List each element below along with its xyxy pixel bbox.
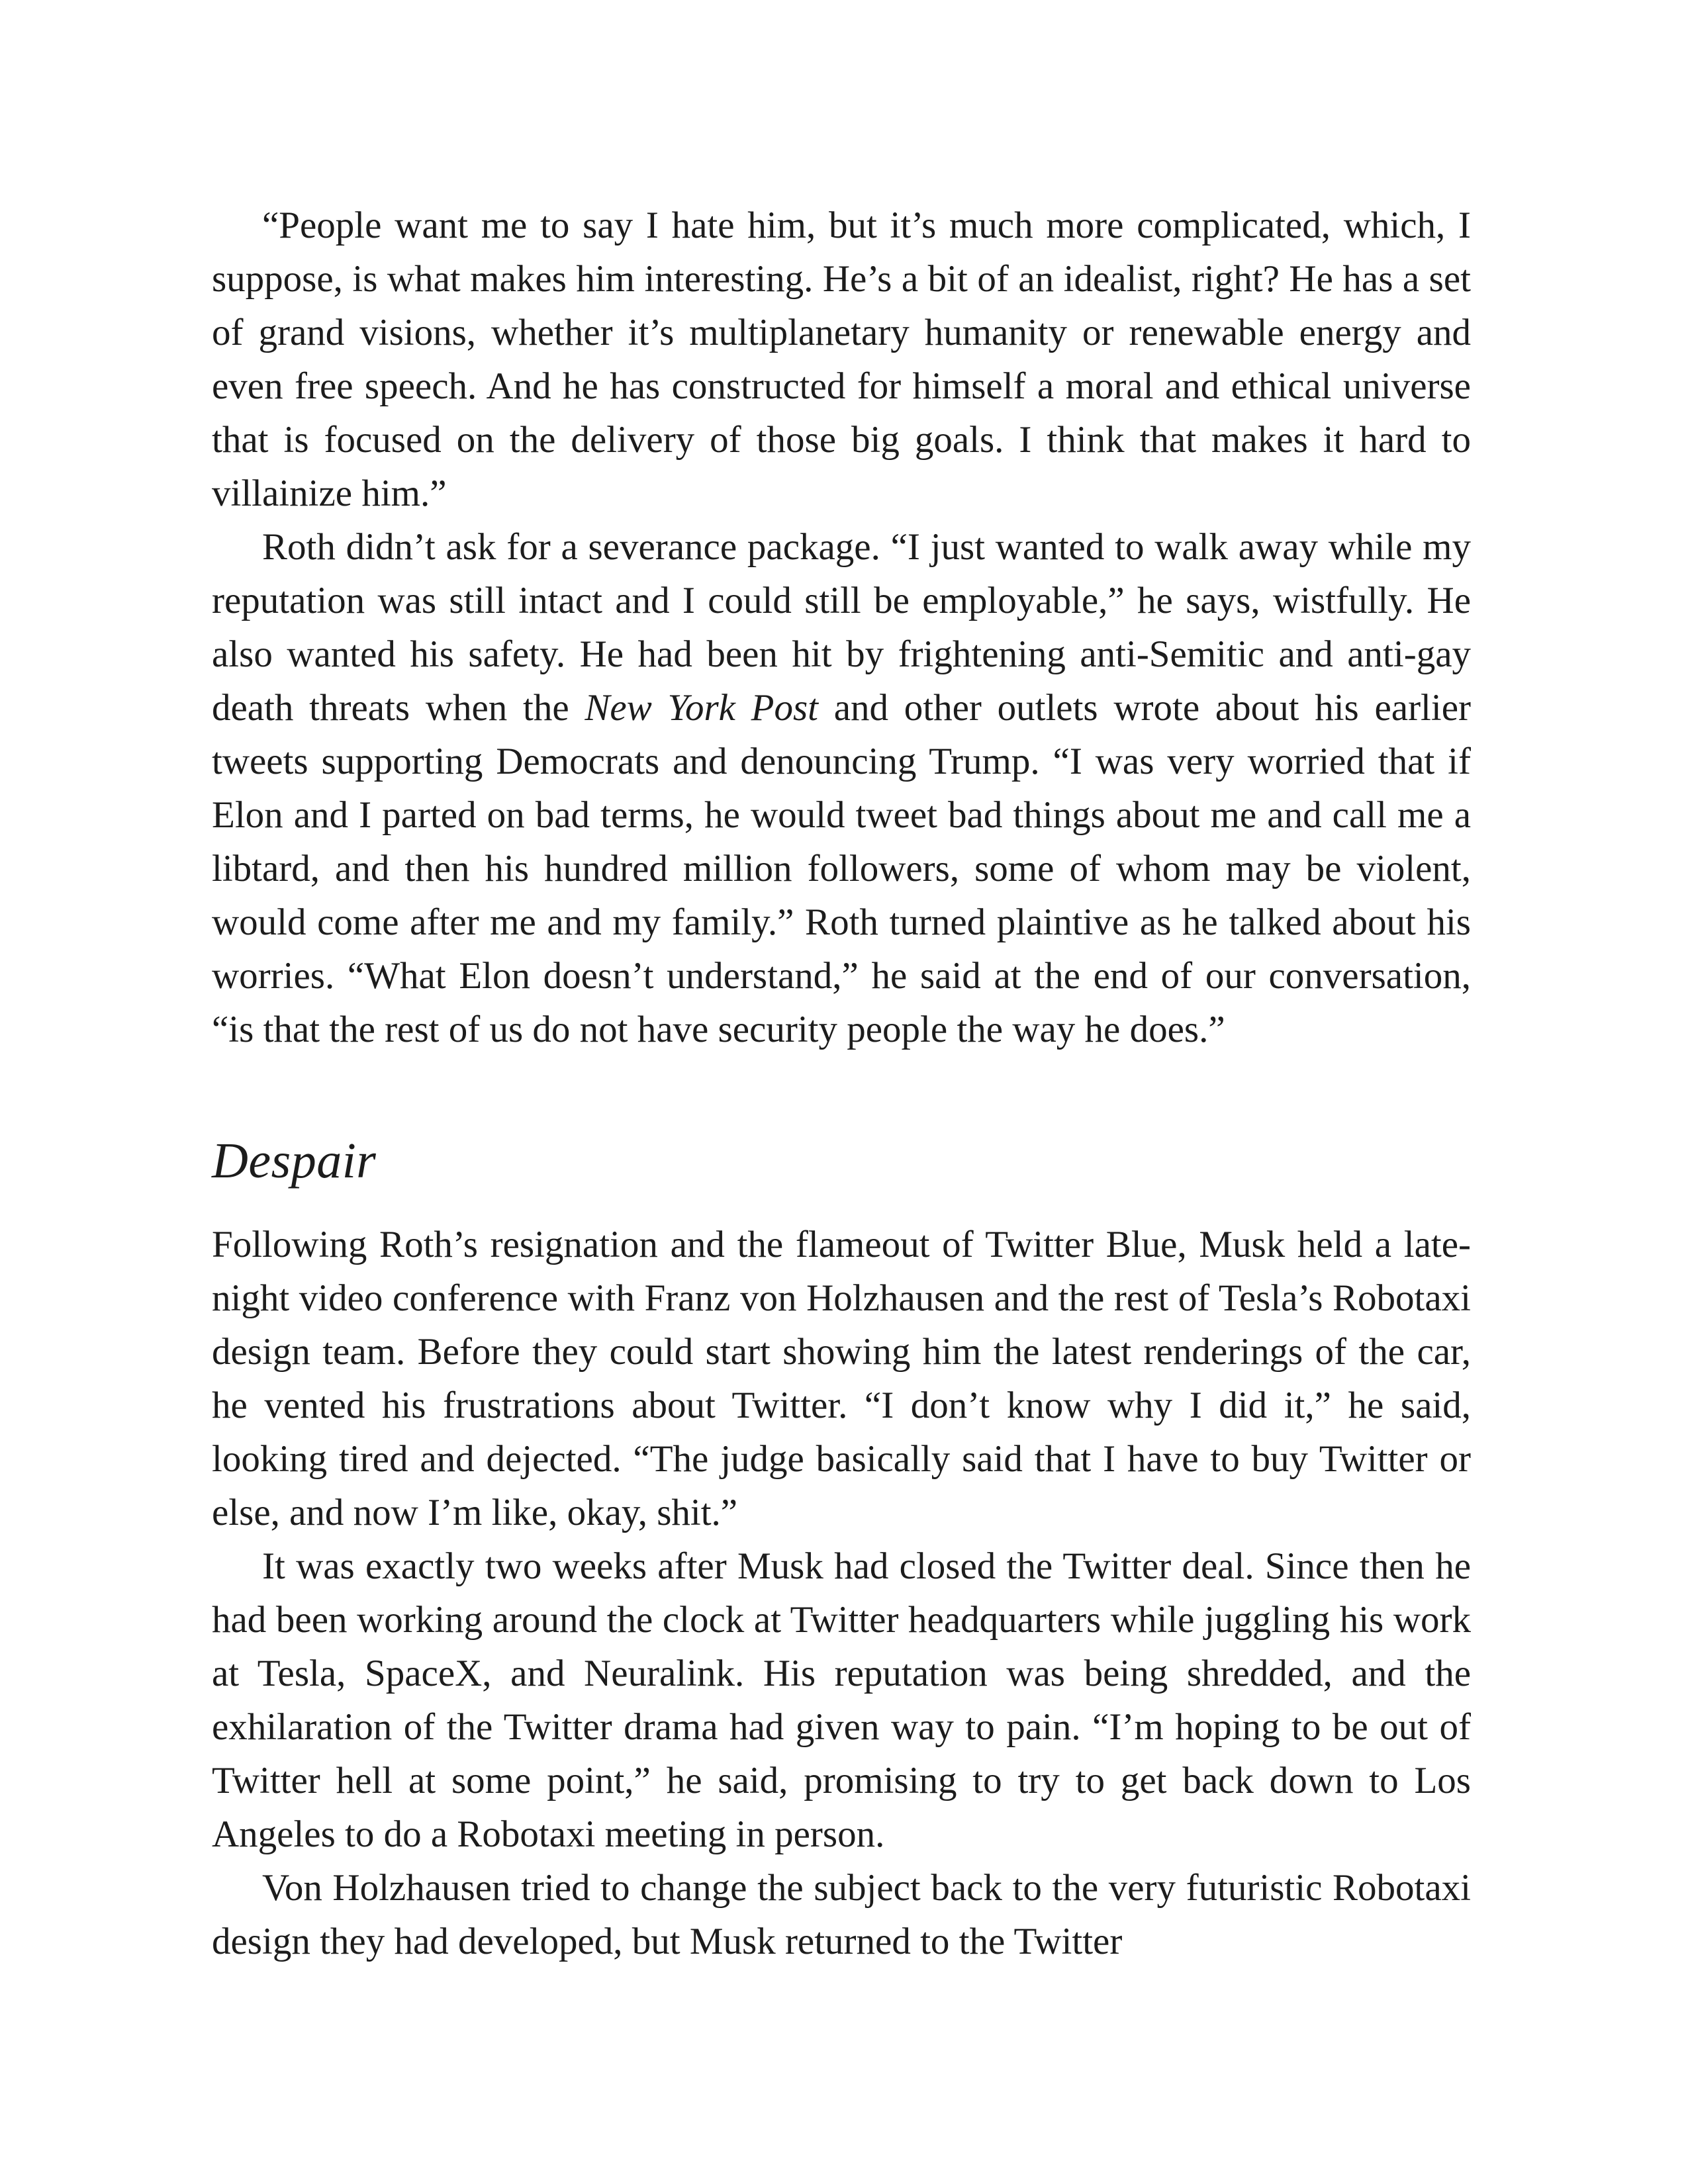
paragraph-text: and other outlets wrote about his earlier tweets supporting Democrats and denouncing Trump. “I was very worried that if Elon and I parted on bad terms, he would tweet bad things about me and call me a libtard, and then his hundred million followers, some of whom may be violent, would come after me and my family.” Roth turned plaintive as he talked about his worries. “What Elon doesn’t understand,” he said at the end of our conversation, “is that the rest of us do not have security people the way he does.” [212, 687, 1471, 1050]
paragraph-text: Following Roth’s resignation and the flameout of Twitter Blue, Musk held a late-night video conference with Franz von Holzhausen and the rest of Tesla’s Robotaxi design team. Before they could start showing him the latest renderings of the car, he vented his frustrations about Twitter. “I don’t know why I did it,” he said, looking tired and dejected. “The judge basically said that I have to buy Twitter or else, and now I’m like, okay, shit.” [212, 1224, 1471, 1533]
section-heading: Despair [212, 1133, 377, 1189]
paragraph-roth-resignation [212, 520, 1471, 1056]
paragraph-text: It was exactly two weeks after Musk had closed the Twitter deal. Since then he had been working around the clock at Twitter headquarters while juggling his work at Tesla, SpaceX, and Neuralink. His reputation was being shredded, and the exhilaration of the Twitter drama had given way to pain. “I’m hoping to be out of Twitter hell at some point,” he said, promising to try to get back down to Los Angeles to do a Robotaxi meeting in person. [212, 1545, 1471, 1855]
paragraph-video-conference [212, 1218, 1471, 1539]
paragraph-two-weeks [212, 1539, 1471, 1861]
paragraph-text: Von Holzhausen tried to change the subject back to the very futuristic Robotaxi design they had developed, but Musk returned to the Twitter [212, 1867, 1471, 1962]
publication-title: New York Post [585, 687, 818, 729]
book-page [212, 199, 1471, 1968]
paragraph-text: Roth didn’t ask for a severance package. “I just wanted to walk away while my reputation was still intact and I could still be employable,” he says, wistfully. He also wanted his safety. He had been hit by frightening anti-Semitic and anti-gay death threats when the [212, 526, 1471, 729]
paragraph-von-holzhausen [212, 1861, 1471, 1968]
paragraph-roth-quote [212, 199, 1471, 520]
paragraph-text: “People want me to say I hate him, but it’s much more complicated, which, I suppose, is what makes him interesting. He’s a bit of an idealist, right? He has a set of grand visions, whether it’s multiplanetary humanity or renewable energy and even free speech. And he has constructed for himself a moral and ethical universe that is focused on the delivery of those big goals. I think that makes it hard to villainize him.” [212, 205, 1471, 514]
